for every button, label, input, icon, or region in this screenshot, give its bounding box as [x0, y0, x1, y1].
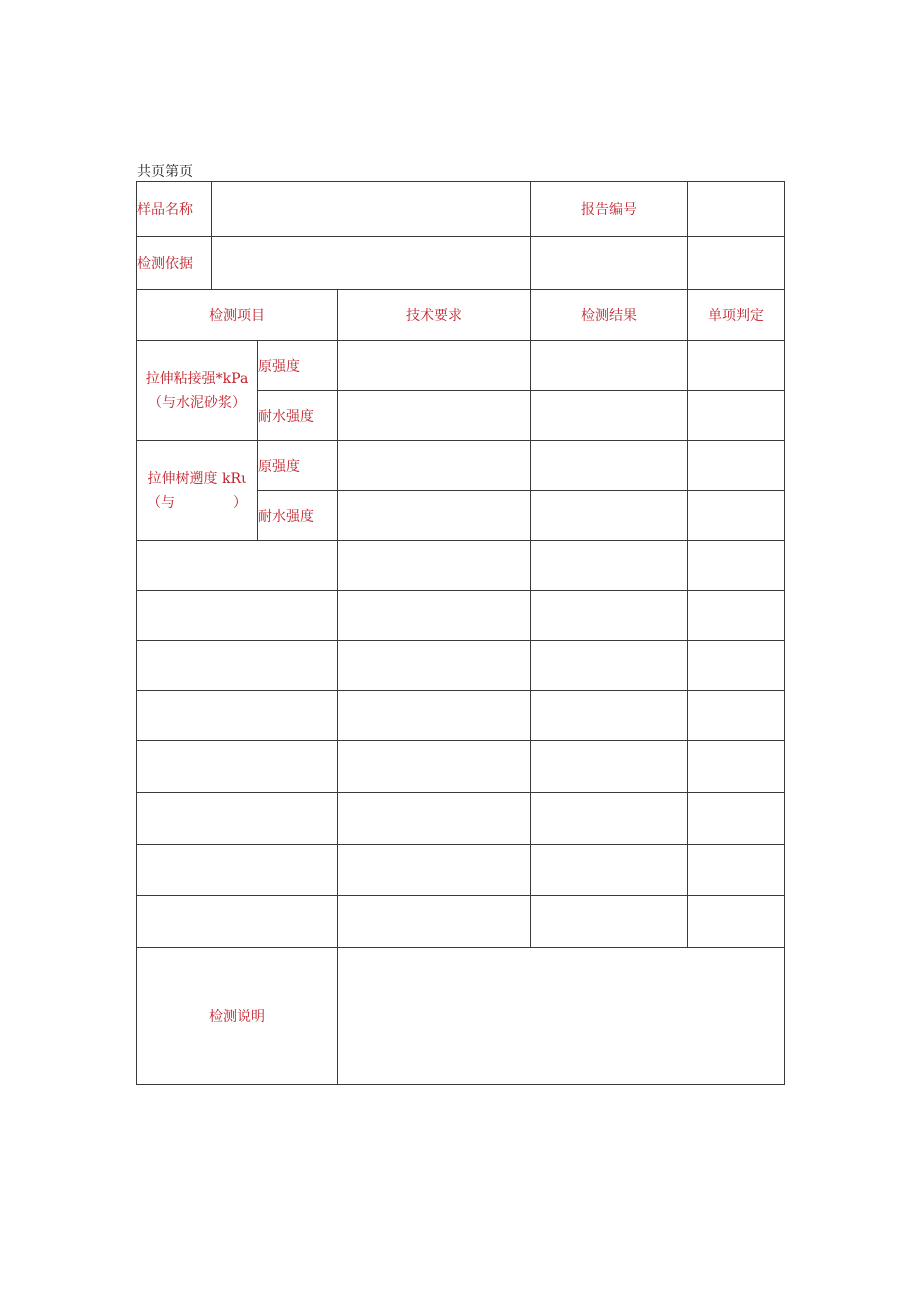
- item-cell[interactable]: [137, 691, 338, 741]
- result-cell[interactable]: [531, 441, 688, 491]
- table-row: [137, 793, 785, 845]
- result-cell[interactable]: [531, 691, 688, 741]
- notes-content[interactable]: [338, 948, 785, 1085]
- judgement-cell[interactable]: [688, 391, 785, 441]
- line2-open-text: （与: [147, 494, 175, 511]
- inspection-report-table: [136, 181, 785, 1085]
- item-cell[interactable]: [137, 591, 338, 641]
- sub-item-label: 原强度: [258, 441, 338, 491]
- basis-label: 检测依据: [137, 237, 212, 290]
- judgement-cell[interactable]: [688, 441, 785, 491]
- tensile-second-item-line1: 拉伸树遡度 kRι: [147, 470, 247, 487]
- column-header-result: 检测结果: [531, 290, 688, 341]
- item-cell[interactable]: [137, 896, 338, 948]
- requirement-cell[interactable]: [338, 441, 531, 491]
- tensile-bond-item-label: [137, 341, 258, 441]
- requirement-cell[interactable]: [338, 845, 531, 896]
- judgement-cell[interactable]: [688, 793, 785, 845]
- item-cell[interactable]: [137, 741, 338, 793]
- tensile-bond-item-line1: 拉伸粘接强*kPa: [145, 370, 249, 387]
- judgement-cell[interactable]: [688, 741, 785, 793]
- sample-name-row: [137, 182, 785, 237]
- sub-item-label: 耐水强度: [258, 391, 338, 441]
- basis-extra-cell[interactable]: [688, 237, 785, 290]
- tensile-second-item-label: [137, 441, 258, 541]
- requirement-cell[interactable]: [338, 541, 531, 591]
- table-row: [137, 591, 785, 641]
- table-row: [137, 441, 785, 491]
- table-row: [137, 341, 785, 391]
- basis-row: [137, 237, 785, 290]
- judgement-cell[interactable]: [688, 896, 785, 948]
- table-row: [137, 541, 785, 591]
- result-cell[interactable]: [531, 591, 688, 641]
- line2-close-text: ）: [233, 494, 247, 511]
- sub-item-label: 原强度: [258, 341, 338, 391]
- item-cell[interactable]: [137, 793, 338, 845]
- judgement-cell[interactable]: [688, 341, 785, 391]
- result-cell[interactable]: [531, 793, 688, 845]
- result-cell[interactable]: [531, 896, 688, 948]
- notes-label: 检测说明: [137, 948, 338, 1085]
- report-number-label: 报告编号: [531, 182, 688, 237]
- result-cell[interactable]: [531, 541, 688, 591]
- result-cell[interactable]: [531, 741, 688, 793]
- basis-extra-cell[interactable]: [531, 237, 688, 290]
- column-header-judgement: 单项判定: [688, 290, 785, 341]
- requirement-cell[interactable]: [338, 741, 531, 793]
- notes-row: [137, 948, 785, 1085]
- judgement-cell[interactable]: [688, 845, 785, 896]
- result-cell[interactable]: [531, 341, 688, 391]
- sub-item-label: 耐水强度: [258, 491, 338, 541]
- basis-value[interactable]: [212, 237, 531, 290]
- requirement-cell[interactable]: [338, 641, 531, 691]
- requirement-cell[interactable]: [338, 391, 531, 441]
- column-header-requirement: 技术要求: [338, 290, 531, 341]
- item-cell[interactable]: [137, 641, 338, 691]
- judgement-cell[interactable]: [688, 541, 785, 591]
- table-row: [137, 691, 785, 741]
- item-cell[interactable]: [137, 845, 338, 896]
- page-count-text: 共页第页: [137, 164, 193, 180]
- column-header-row: [137, 290, 785, 341]
- judgement-cell[interactable]: [688, 641, 785, 691]
- table-row: [137, 845, 785, 896]
- judgement-cell[interactable]: [688, 491, 785, 541]
- requirement-cell[interactable]: [338, 591, 531, 641]
- item-cell[interactable]: [137, 541, 338, 591]
- judgement-cell[interactable]: [688, 591, 785, 641]
- tensile-second-item-line2: [137, 491, 257, 515]
- requirement-cell[interactable]: [338, 491, 531, 541]
- requirement-cell[interactable]: [338, 341, 531, 391]
- judgement-cell[interactable]: [688, 691, 785, 741]
- column-header-item: 检测项目: [137, 290, 338, 341]
- result-cell[interactable]: [531, 491, 688, 541]
- result-cell[interactable]: [531, 391, 688, 441]
- table-row: [137, 741, 785, 793]
- requirement-cell[interactable]: [338, 793, 531, 845]
- report-number-value[interactable]: [688, 182, 785, 237]
- tensile-bond-item-line2: （与水泥砂浆）: [148, 394, 246, 411]
- table-row: [137, 641, 785, 691]
- sample-name-value[interactable]: [212, 182, 531, 237]
- table-row: [137, 896, 785, 948]
- result-cell[interactable]: [531, 845, 688, 896]
- sample-name-label: 样品名称: [137, 182, 212, 237]
- requirement-cell[interactable]: [338, 691, 531, 741]
- requirement-cell[interactable]: [338, 896, 531, 948]
- result-cell[interactable]: [531, 641, 688, 691]
